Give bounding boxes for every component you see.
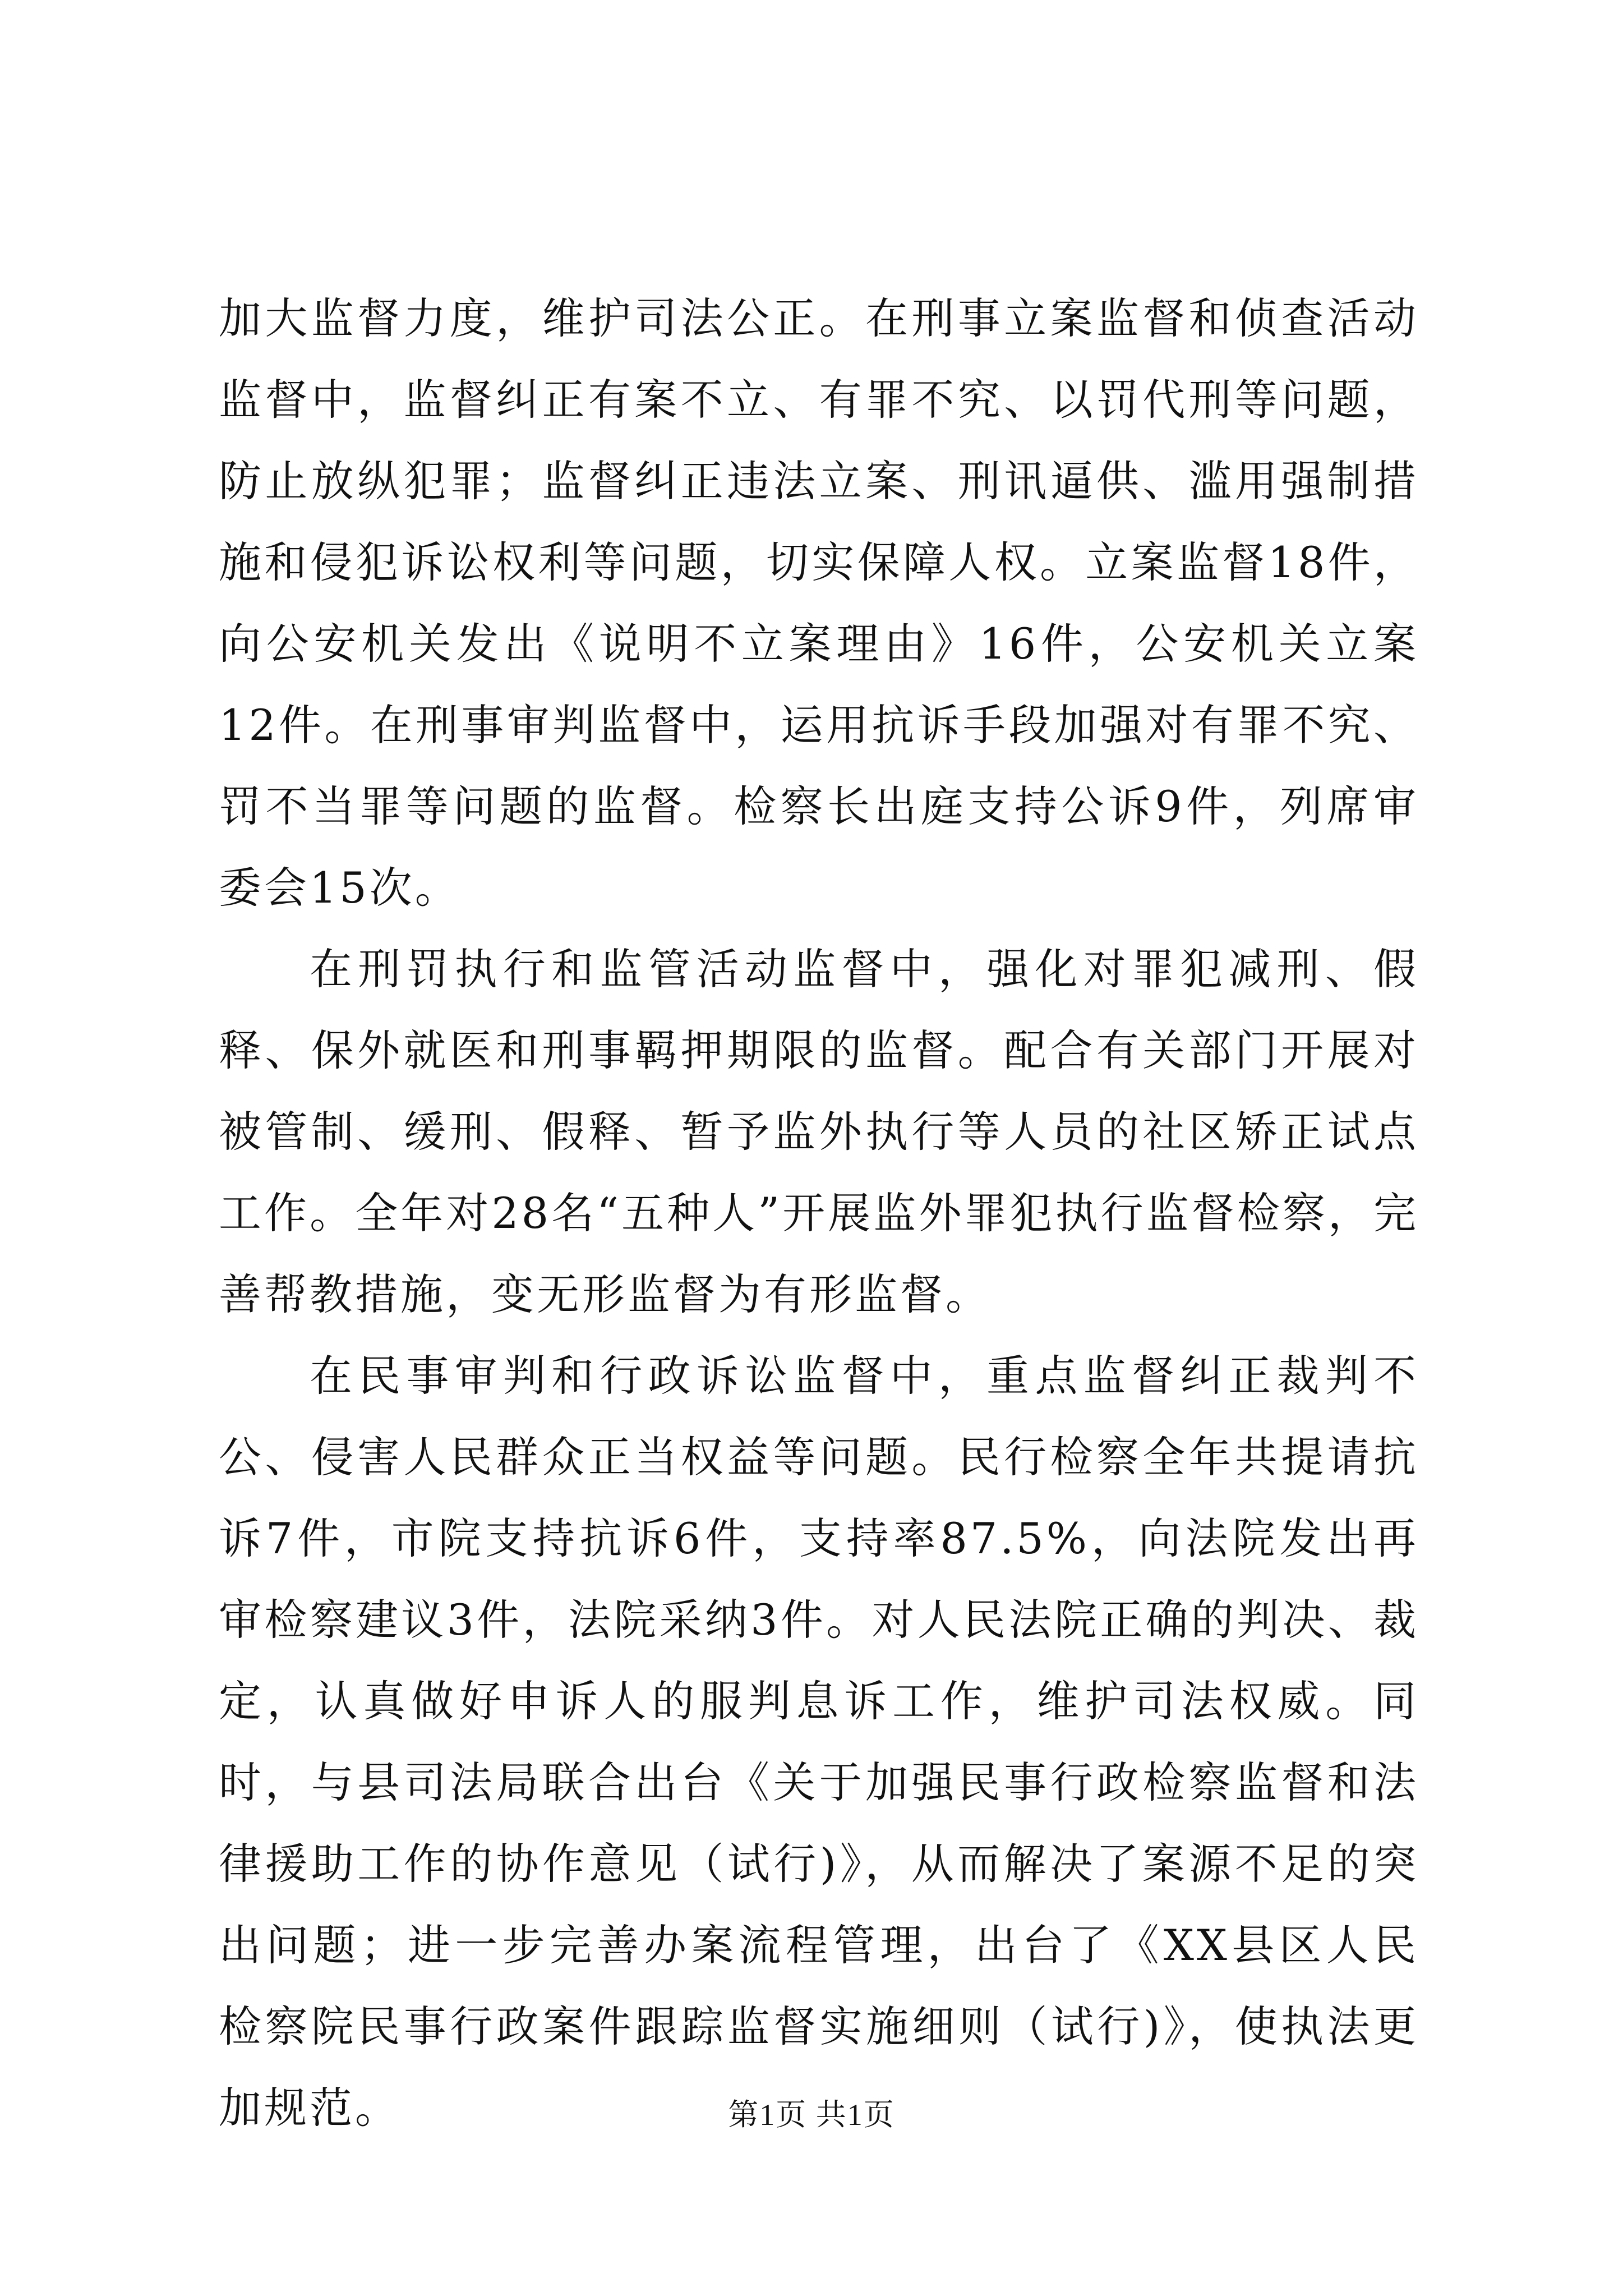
document-body bbox=[219, 278, 1419, 2148]
paragraph-2: 在刑罚执行和监管活动监督中，强化对罪犯减刑、假释、保外就医和刑事羁押期限的监督。配合有关部门开展对被管制、缓刑、假释、暂予监外执行等人员的社区矫正试点工作。全年对28名“五种人”开展监外罪犯执行监督检察，完善帮教措施，变无形监督为有形监督。 bbox=[219, 944, 1419, 1319]
paragraph-1: 加大监督力度，维护司法公正。在刑事立案监督和侦查活动监督中，监督纠正有案不立、有罪不究、以罚代刑等问题，防止放纵犯罪；监督纠正违法立案、刑讯逼供、滥用强制措施和侵犯诉讼权利等问题，切实保障人权。立案监督18件，向公安机关发出《说明不立案理由》16件，公安机关立案12件。在刑事审判监督中，运用抗诉手段加强对有罪不究、罚不当罪等问题的监督。检察长出庭支持公诉9件，列席审委会15次。 bbox=[219, 293, 1419, 913]
page-footer: 第1页 共1页 bbox=[728, 2098, 895, 2132]
paragraph-3: 在民事审判和行政诉讼监督中，重点监督纠正裁判不公、侵害人民群众正当权益等问题。民行检察全年共提请抗诉7件，市院支持抗诉6件，支持率87.5%，向法院发出再审检察建议3件，法院采纳3件。对人民法院正确的判决、裁定，认真做好申诉人的服判息诉工作，维护司法权威。同时，与县司法局联合出台《关于加强民事行政检察监督和法律援助工作的协作意见（试行)》，从而解决了案源不足的突出问题；进一步完善办案流程管理，出台了《XX县区人民检察院民事行政案件跟踪监督实施细则（试行)》，使执法更加规范。 bbox=[219, 1351, 1419, 2133]
